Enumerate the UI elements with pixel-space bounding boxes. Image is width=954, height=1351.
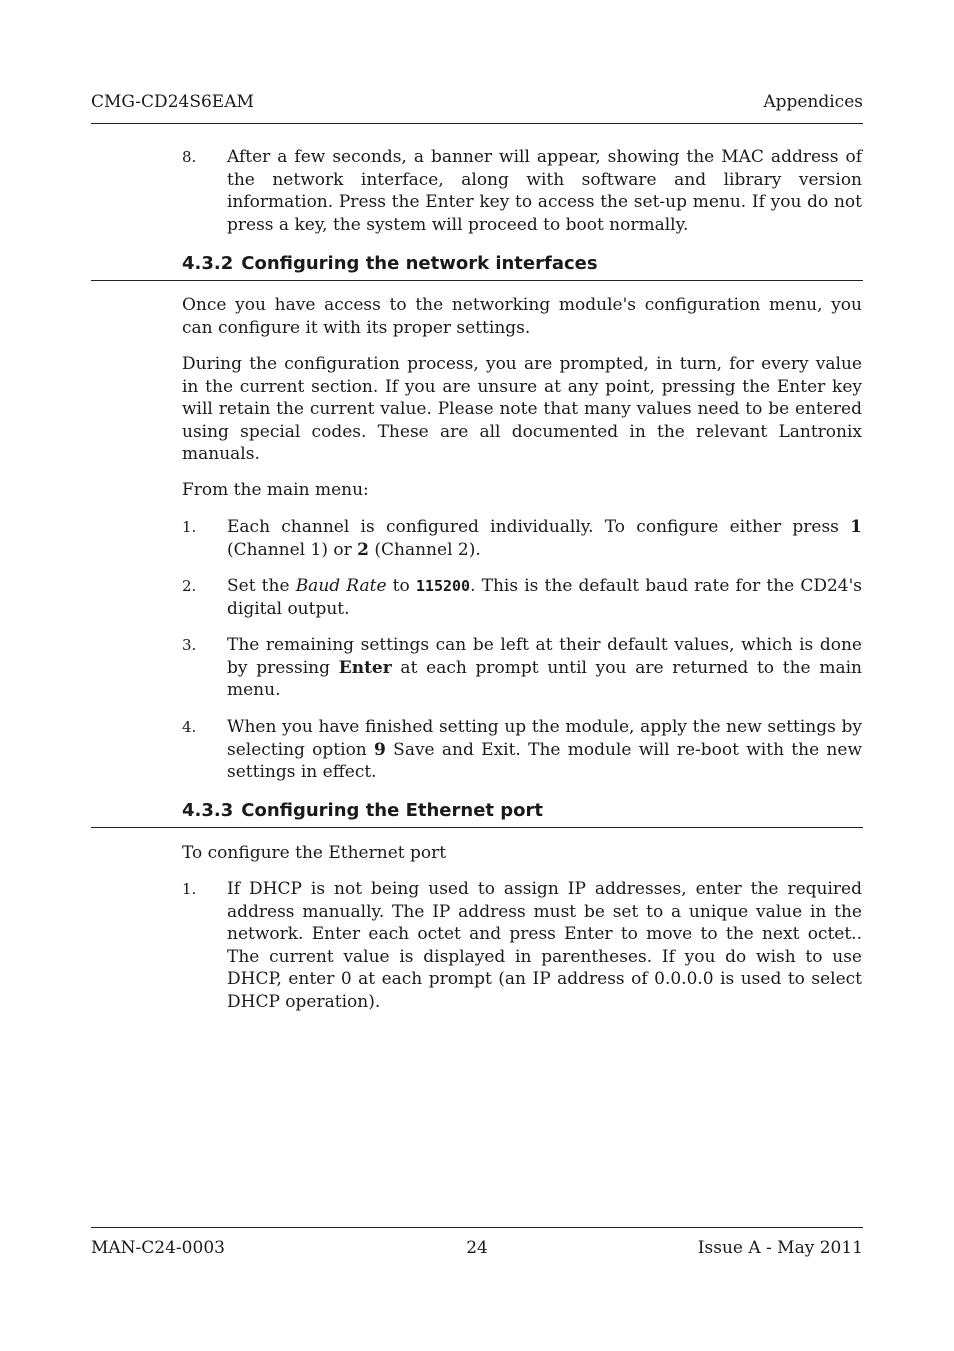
page-number: 24 xyxy=(466,1238,488,1258)
footer-doc-number: MAN-C24-0003 xyxy=(91,1238,225,1258)
list-item xyxy=(182,575,862,620)
key-enter: Enter xyxy=(338,657,392,678)
section-heading-4-3-2 xyxy=(182,253,863,275)
footer-rule xyxy=(91,1227,863,1228)
list-item-text: Each channel is configured individually. To configure either press 1 (Channel 1) or 2 (Channel 2). xyxy=(227,517,862,560)
baud-rate-value: 115200 xyxy=(415,577,471,595)
key-1: 1 xyxy=(850,517,862,537)
list-item-number: 4. xyxy=(182,718,197,736)
list-item-text: If DHCP is not being used to assign IP addresses, enter the required address manually. The IP address must be set to a unique value in the network. Enter each octet and press Enter to move to the next octet.. The current value is displayed in parentheses. If you do wish to use DHCP, enter 0 at each prompt (an IP address of 0.0.0.0 is used to select DHCP operation). xyxy=(227,879,862,1012)
key-2: 2 xyxy=(357,539,369,560)
section-title: Configuring the network interfaces xyxy=(241,253,598,274)
section-rule xyxy=(91,280,863,281)
header-doc-id: CMG-CD24S6EAM xyxy=(91,92,254,112)
paragraph: During the configuration process, you are prompted, in turn, for every value in the current section. If you are unsure at any point, pressing the Enter key will retain the current value. Please note that many values need to be entered using special codes. These are all documented in the relevant Lantronix manuals. xyxy=(182,354,862,465)
section-title: Configuring the Ethernet port xyxy=(241,800,544,821)
section-number: 4.3.3 xyxy=(182,800,234,821)
paragraph: Once you have access to the networking module's configuration menu, you can configure it with its proper settings. xyxy=(182,295,862,338)
key-9: 9 xyxy=(374,739,386,760)
section-number: 4.3.2 xyxy=(182,253,234,274)
list-item xyxy=(182,146,862,236)
list-item-number: 1. xyxy=(182,518,197,536)
list-item-text: When you have finished setting up the module, apply the new settings by selecting option 9 Save and Exit. The module will re-boot with the new settings in effect. xyxy=(227,717,862,783)
list-item-text: The remaining settings can be left at their default values, which is done by pressing Enter at each prompt until you are returned to the main menu. xyxy=(227,635,862,701)
list-item xyxy=(182,634,862,702)
list-item-text: After a few seconds, a banner will appear, showing the MAC address of the network interface, along with software and library version information. Press the Enter key to access the set-up menu. If you do not press a key, the system will proceed to boot normally. xyxy=(227,147,862,235)
list-item-number: 1. xyxy=(182,880,197,898)
list-item-number: 3. xyxy=(182,636,197,654)
list-item xyxy=(182,716,862,784)
paragraph: To configure the Ethernet port xyxy=(182,843,447,863)
list-item-text: Set the Baud Rate to 115200. This is the default baud rate for the CD24's digital output. xyxy=(227,576,863,619)
header-rule xyxy=(91,123,863,124)
header-section-name: Appendices xyxy=(763,92,863,112)
list-item-number: 8. xyxy=(182,148,197,166)
footer-issue: Issue A - May 2011 xyxy=(697,1238,863,1258)
list-item-number: 2. xyxy=(182,577,197,595)
section-heading-4-3-3 xyxy=(182,800,863,822)
list-item xyxy=(182,878,862,1014)
section-rule xyxy=(91,827,863,828)
list-item xyxy=(182,516,862,561)
setting-name: Baud Rate xyxy=(295,576,387,596)
paragraph: From the main menu: xyxy=(182,480,369,500)
